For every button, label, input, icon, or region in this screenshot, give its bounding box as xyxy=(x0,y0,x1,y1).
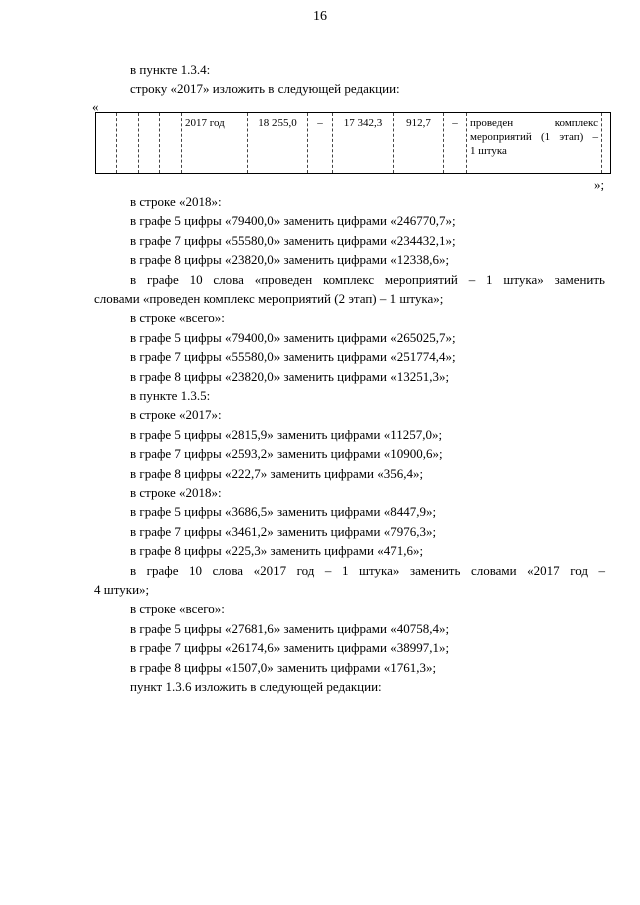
text-line: в графе 8 цифры «23820,0» заменить цифрами «12338,6»; xyxy=(130,252,450,268)
text-line: в графе 8 цифры «225,3» заменить цифрами «471,6»; xyxy=(130,543,424,559)
description-line: мероприятий (1 этап) – xyxy=(470,131,598,143)
text-line: в графе 8 цифры «1507,0» заменить цифрами «1761,3»; xyxy=(130,659,437,675)
table-cell-col8: 912,7 xyxy=(394,113,444,174)
text-line: в графе 5 цифры «3686,5» заменить цифрами «8447,9»; xyxy=(130,504,437,520)
text-line: в строке «2018»: xyxy=(130,485,222,500)
table-cell-empty xyxy=(117,113,139,174)
text-line: в пункте 1.3.4: xyxy=(130,62,211,77)
table-open-quote: « xyxy=(92,99,99,114)
table-row xyxy=(96,113,611,174)
text-line: пункт 1.3.6 изложить в следующей редакции: xyxy=(130,679,382,694)
text-line: в графе 7 цифры «2593,2» заменить цифрами «10900,6»; xyxy=(130,446,443,462)
text-line: в графе 7 цифры «55580,0» заменить цифрами «234432,1»; xyxy=(130,232,456,248)
text-line: строку «2017» изложить в следующей редакции: xyxy=(130,81,400,96)
text-line: в строке «всего»: xyxy=(130,310,225,326)
table-cell-col5: 18 255,0 xyxy=(248,113,308,174)
text-line: в пункте 1.3.5: xyxy=(130,388,211,403)
table-cell-col9: – xyxy=(444,113,467,174)
text-line: в графе 10 слова «2017 год – 1 штука» заменить словами «2017 год – xyxy=(130,562,605,578)
text-line: в графе 7 цифры «26174,6» заменить цифрами «38997,1»; xyxy=(130,640,450,656)
table-cell-empty xyxy=(602,113,611,174)
table-cell-empty xyxy=(160,113,182,174)
text-line: в графе 7 цифры «55580,0» заменить цифрами «251774,4»; xyxy=(130,349,456,365)
table-cell-year: 2017 год xyxy=(182,113,248,174)
description-line: 1 штука xyxy=(470,145,507,157)
table-cell-col6: – xyxy=(308,113,333,174)
text-line: 4 штуки»; xyxy=(94,582,150,597)
text-line: в графе 8 цифры «222,7» заменить цифрами «356,4»; xyxy=(130,465,424,481)
description-line: проведен комплекс xyxy=(470,117,598,129)
text-line: в графе 5 цифры «79400,0» заменить цифрами «246770,7»; xyxy=(130,213,456,229)
text-line: в строке «всего»: xyxy=(130,601,225,617)
text-line: в строке «2018»: xyxy=(130,194,222,209)
table-cell-col7: 17 342,3 xyxy=(333,113,394,174)
text-line: в графе 7 цифры «3461,2» заменить цифрами «7976,3»; xyxy=(130,523,437,539)
table-cell-description xyxy=(467,113,602,174)
text-line: в графе 5 цифры «79400,0» заменить цифрами «265025,7»; xyxy=(130,329,456,345)
text-line: в графе 5 цифры «2815,9» заменить цифрами «11257,0»; xyxy=(130,426,443,442)
page-number: 16 xyxy=(313,9,327,24)
table-cell-empty xyxy=(139,113,160,174)
text-line: в графе 10 слова «проведен комплекс мероприятий – 1 штука» заменить xyxy=(130,271,605,287)
text-line: в графе 5 цифры «27681,6» заменить цифрами «40758,4»; xyxy=(130,620,450,636)
table-close-quote: »; xyxy=(594,177,605,192)
amended-row-table xyxy=(95,112,611,174)
text-line: словами «проведен комплекс мероприятий (2 этап) – 1 штука»; xyxy=(94,291,444,306)
text-line: в графе 8 цифры «23820,0» заменить цифрами «13251,3»; xyxy=(130,368,450,384)
text-line: в строке «2017»: xyxy=(130,407,222,423)
table-cell-empty xyxy=(96,113,117,174)
